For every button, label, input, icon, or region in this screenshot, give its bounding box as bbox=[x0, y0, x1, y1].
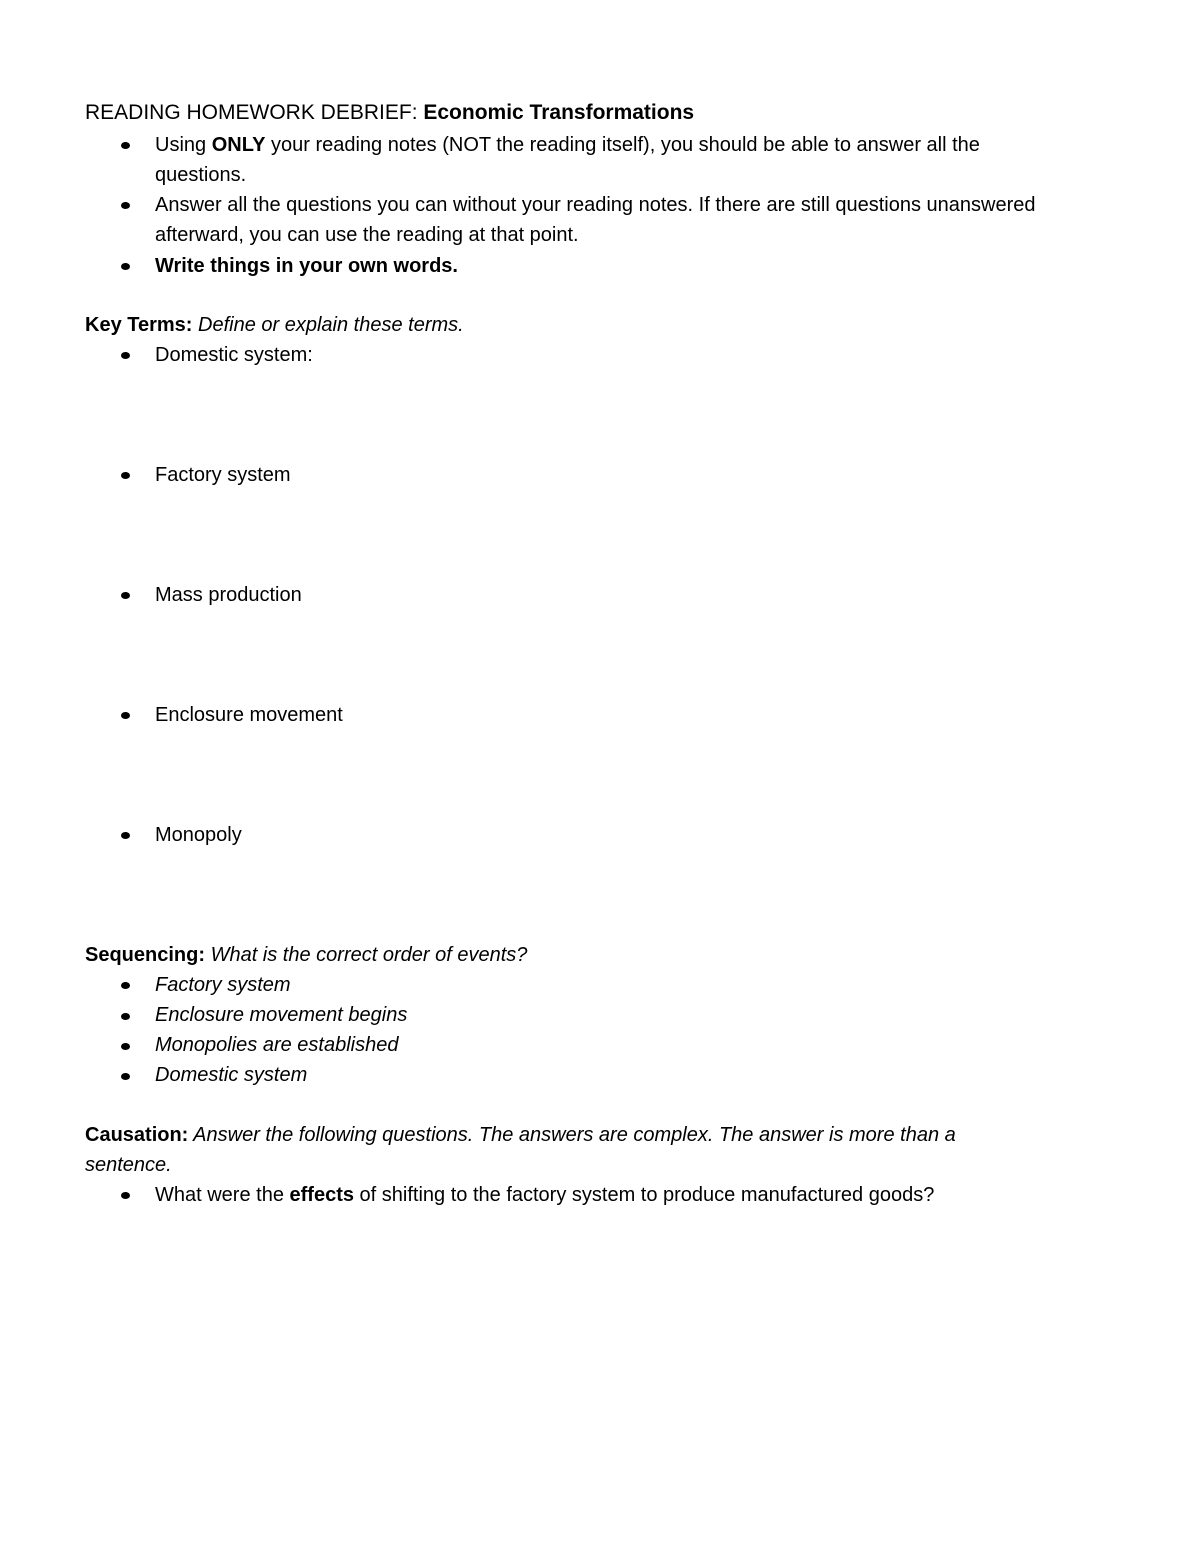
causation-heading bbox=[85, 1120, 956, 1150]
title-topic: Economic Transformations bbox=[423, 101, 695, 124]
causation-question bbox=[155, 1180, 934, 1210]
section-label: Causation: bbox=[85, 1124, 189, 1146]
page-title bbox=[85, 98, 694, 128]
term-item: Mass production bbox=[155, 584, 302, 606]
bullet-icon bbox=[121, 142, 130, 149]
instruction-item-1 bbox=[155, 130, 980, 160]
event-item: Monopolies are established bbox=[155, 1034, 399, 1056]
instruction-item-3: Write things in your own words. bbox=[155, 255, 458, 277]
section-prompt: Define or explain these terms. bbox=[192, 314, 464, 336]
bullet-icon bbox=[121, 1013, 130, 1020]
instruction-emphasis: ONLY bbox=[211, 134, 266, 156]
instruction-item-2: Answer all the questions you can without your reading notes. If there are still questions unanswered bbox=[155, 194, 1036, 216]
bullet-icon bbox=[121, 263, 130, 270]
question-text: What were the bbox=[155, 1184, 290, 1206]
title-prefix: READING HOMEWORK DEBRIEF: bbox=[85, 101, 424, 124]
bullet-icon bbox=[121, 472, 130, 479]
instruction-item-2-continued: afterward, you can use the reading at that point. bbox=[155, 224, 579, 246]
section-label: Key Terms: bbox=[85, 314, 193, 336]
causation-prompt-continued: sentence. bbox=[85, 1154, 172, 1176]
section-prompt: What is the correct order of events? bbox=[205, 944, 528, 966]
key-terms-heading bbox=[85, 310, 464, 340]
bullet-icon bbox=[121, 1073, 130, 1080]
bullet-icon bbox=[121, 712, 130, 719]
section-label: Sequencing: bbox=[85, 944, 206, 966]
instruction-text: Using bbox=[155, 134, 212, 156]
event-item: Factory system bbox=[155, 974, 291, 996]
event-item: Enclosure movement begins bbox=[155, 1004, 408, 1026]
event-item: Domestic system bbox=[155, 1064, 308, 1086]
question-emphasis: effects bbox=[289, 1184, 354, 1206]
bullet-icon bbox=[121, 1043, 130, 1050]
bullet-icon bbox=[121, 1192, 130, 1199]
term-item: Enclosure movement bbox=[155, 704, 343, 726]
instruction-text: your reading notes (NOT the reading itself), you should be able to answer all the bbox=[265, 134, 980, 156]
bullet-icon bbox=[121, 832, 130, 839]
bullet-icon bbox=[121, 592, 130, 599]
section-prompt: Answer the following questions. The answers are complex. The answer is more than a bbox=[188, 1124, 956, 1146]
bullet-icon bbox=[121, 352, 130, 359]
question-text: of shifting to the factory system to produce manufactured goods? bbox=[354, 1184, 935, 1206]
sequencing-heading bbox=[85, 940, 527, 970]
instruction-item-1-continued: questions. bbox=[155, 164, 247, 186]
term-item: Monopoly bbox=[155, 824, 242, 846]
bullet-icon bbox=[121, 202, 130, 209]
bullet-icon bbox=[121, 982, 130, 989]
term-item: Domestic system: bbox=[155, 344, 313, 366]
term-item: Factory system bbox=[155, 464, 291, 486]
